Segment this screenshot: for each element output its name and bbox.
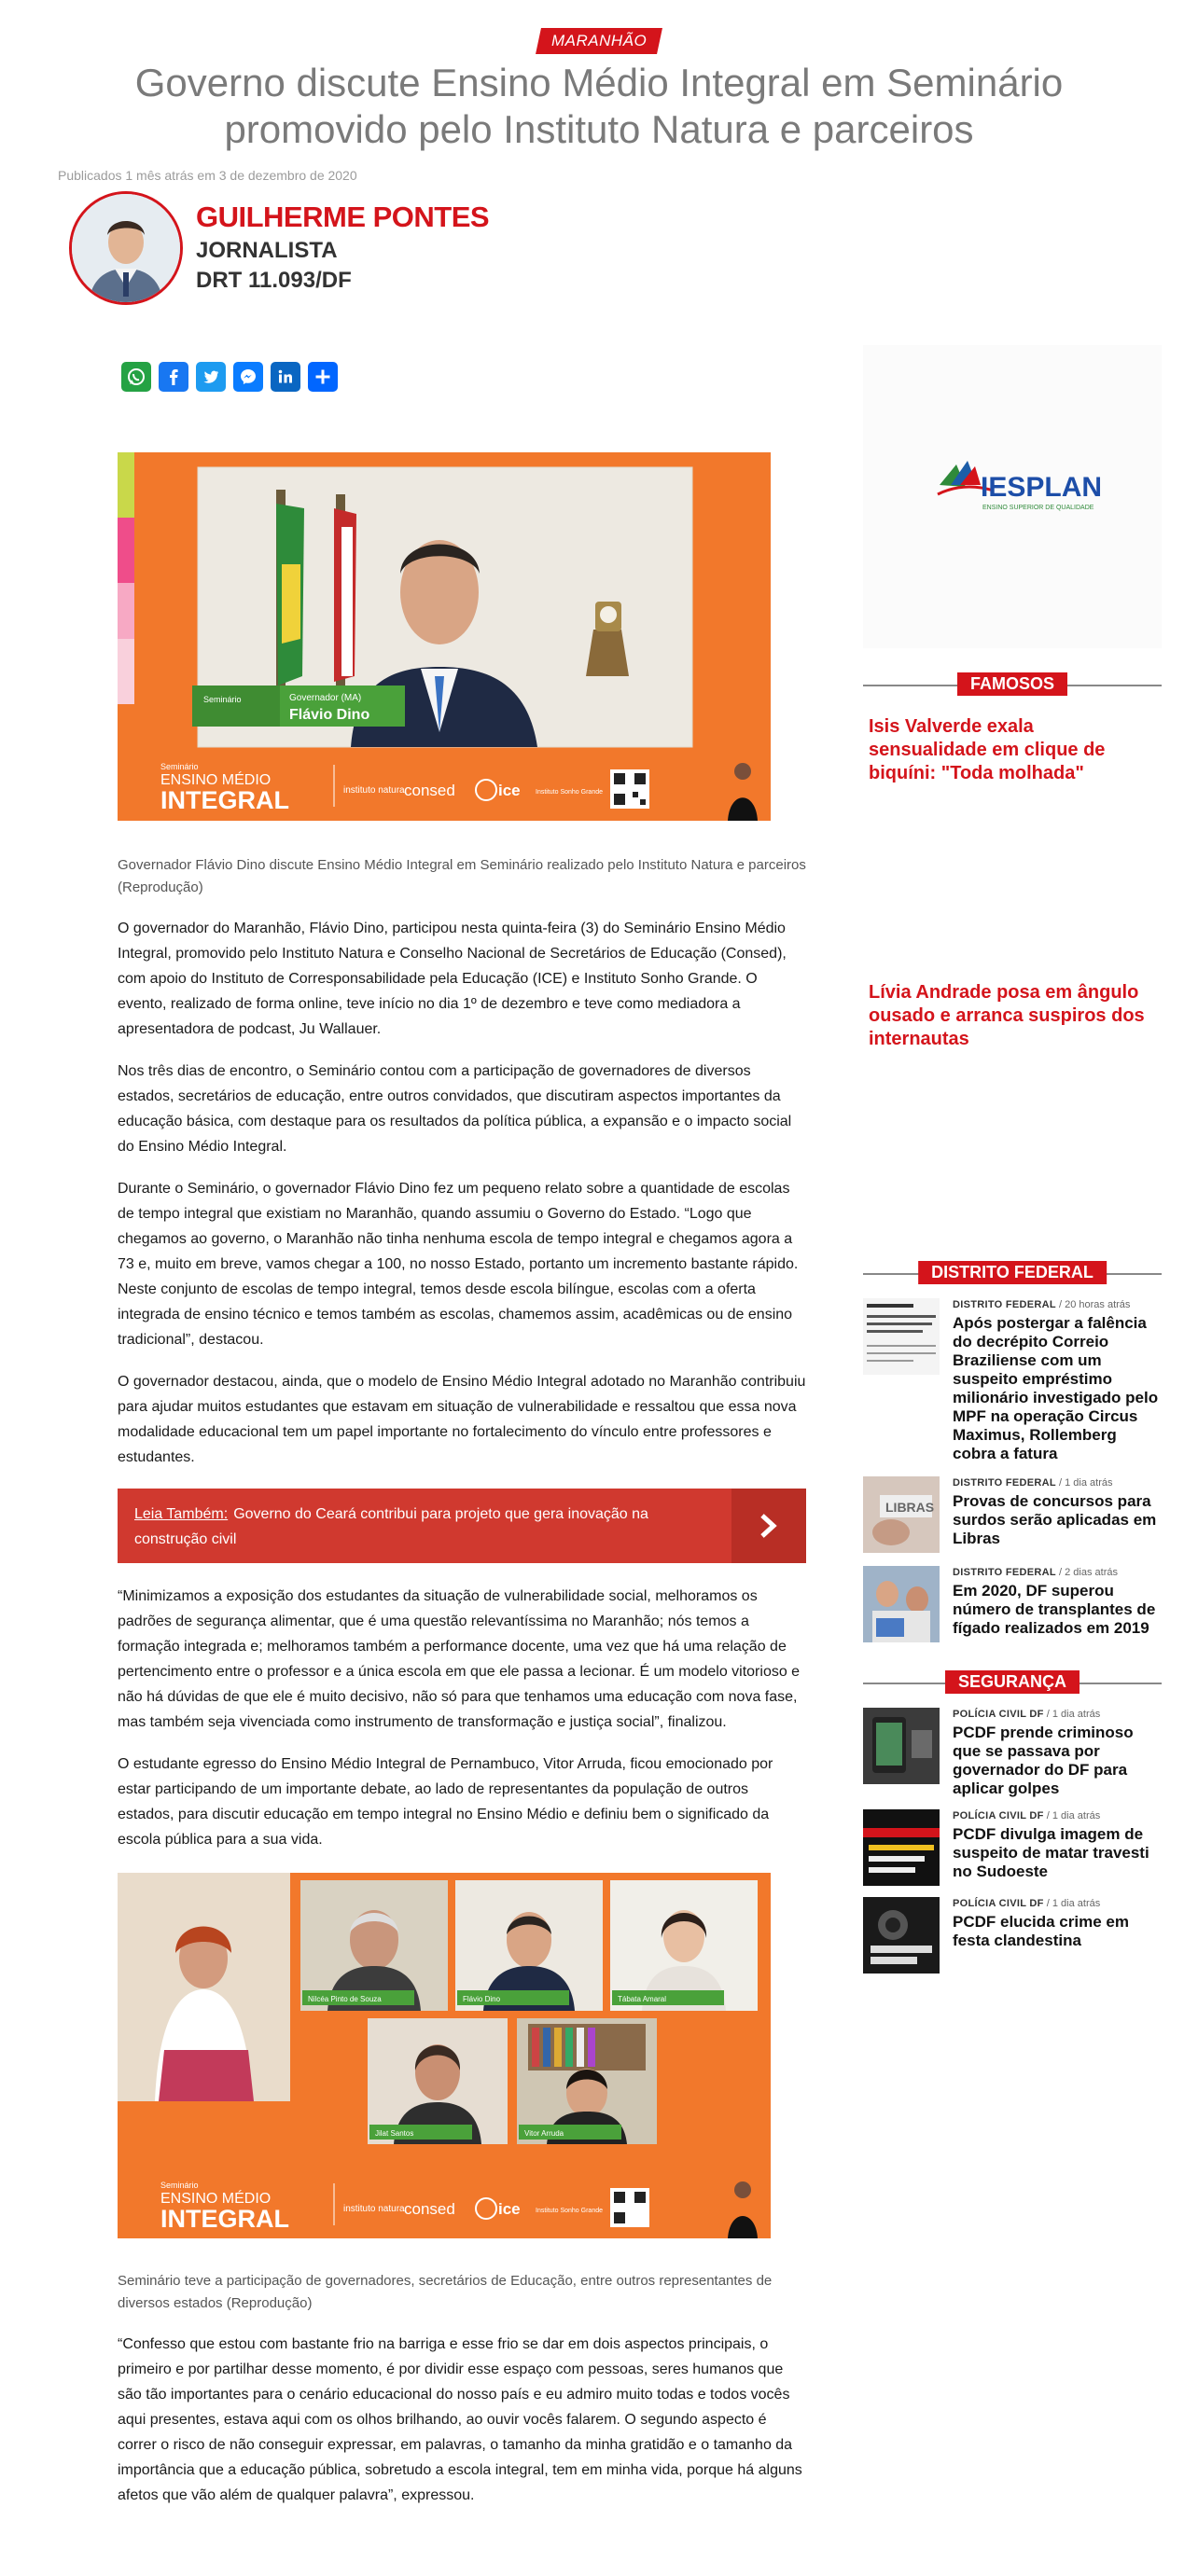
published-date: Publicados 1 mês atrás em 3 de dezembro de 2020: [58, 168, 357, 183]
panel-name-3: Tábata Amaral: [618, 1995, 667, 2003]
share-bar: [121, 362, 338, 392]
panel-name-2: Flávio Dino: [463, 1995, 501, 2003]
news-item[interactable]: [863, 1708, 1162, 1798]
news-thumb[interactable]: [863, 1298, 940, 1375]
figure2-brand-small: Seminário: [160, 2181, 199, 2190]
partner-natura: instituto natura: [343, 785, 405, 796]
section-seguranca: [863, 1670, 1162, 1693]
famosos-item[interactable]: Lívia Andrade posa em ângulo ousado e arranca suspiros dos internautas: [869, 982, 1145, 1049]
famosos-item[interactable]: Isis Valverde exala sensualidade em clique de biquíni: "Toda molhada": [869, 716, 1106, 783]
figure-panel[interactable]: [118, 1873, 771, 2238]
twitter-icon[interactable]: [196, 362, 226, 392]
panel-name-1: Nilcéa Pinto de Souza: [308, 1995, 382, 2003]
news-item[interactable]: [863, 1809, 1162, 1886]
partner-sonho-grande: Instituto Sonho Grande: [536, 789, 603, 796]
messenger-icon[interactable]: [233, 362, 263, 392]
news-item[interactable]: [863, 1897, 1162, 1974]
news-time: 2 dias atrás: [1065, 1567, 1118, 1578]
news-item[interactable]: [863, 1476, 1162, 1553]
read-also-box[interactable]: [118, 1489, 806, 1563]
figure-governor[interactable]: [118, 452, 771, 821]
news-thumb[interactable]: [863, 1809, 940, 1886]
author-role: JORNALISTA: [196, 238, 338, 263]
section-famosos-label: FAMOSOS: [957, 672, 1067, 696]
paragraph: Durante o Seminário, o governador Flávio Dino fez um pequeno relato sobre a quantidade de escolas de tempo integral que existiam no Maranhão, quando assumiu o Governo do Estado. “Logo que chegamos ao governo, o Maranhão não tinha nenhuma escola de tempo integral e chegamos agora a 73 e, muito em breve, vamos chegar a 100, no nosso Estado, portanto um incremento bastante rápido. Neste conjunto de escolas de tempo integral, temos desde escola bilíngue, escolas com a oferta integrada de ensino técnico e temos também as escolas, chamemos assim, acadêmicas ou de ensino tradicional”, destacou.: [118, 1181, 799, 1348]
category-label: MARANHÃO: [550, 32, 648, 49]
section-df-label: DISTRITO FEDERAL: [918, 1261, 1107, 1284]
news-item[interactable]: [863, 1298, 1162, 1463]
partner-consed: consed: [404, 782, 455, 799]
news-thumb[interactable]: [863, 1708, 940, 1784]
figure-brand-line1: ENSINO MÉDIO: [160, 772, 272, 788]
news-time: 1 dia atrás: [1052, 1898, 1101, 1909]
figure-brand-line2: INTEGRAL: [160, 786, 289, 814]
figure-brand-small: Seminário: [160, 762, 199, 771]
read-also-text: [118, 1489, 731, 1563]
paragraph: O governador destacou, ainda, que o modelo de Ensino Médio Integral adotado no Maranhão contribuiu para ajudar muitos estudantes que estavam em situação de vulnerabilidade e ressaltou que essa nova modalidade educacional tem um papel importante no fortalecimento do vínculo entre professores e estudantes.: [118, 1374, 806, 1465]
news-category: POLÍCIA CIVIL DF: [953, 1709, 1044, 1720]
news-title[interactable]: PCDF prende criminoso que se passava por governador do DF para aplicar golpes: [953, 1724, 1134, 1797]
svg-text:LIBRAS: LIBRAS: [885, 1500, 935, 1515]
news-time: 20 horas atrás: [1065, 1299, 1131, 1310]
paragraph: O estudante egresso do Ensino Médio Integral de Pernambuco, Vitor Arruda, ficou emocionado por estar participando de um importante debate, ao lado de representantes da população de outros estados, para discutir educação em tempo integral no Ensino Médio e definiu bem o significado da escola pública para a sua vida.: [118, 1756, 773, 1848]
paragraph: O governador do Maranhão, Flávio Dino, participou nesta quinta-feira (3) do Seminário Ensino Médio Integral, promovido pelo Instituto Natura e Conselho Nacional de Secretários de Educação (Consed), com apoio do Instituto de Corresponsabilidade pela Educação (ICE) e Instituto Sonho Grande. O evento, realizado de forma online, teve início no dia 1º de dezembro e teve como mediadora a apresentadora de podcast, Ju Wallauer.: [118, 921, 787, 1037]
category-wrap: [0, 28, 1198, 54]
section-famosos: [863, 672, 1162, 695]
read-also-label: Leia Também:: [134, 1506, 229, 1522]
category-badge[interactable]: [536, 28, 662, 54]
news-meta: DISTRITO FEDERAL / 1 dia atrás: [953, 1477, 1113, 1489]
figure-caption: Governador Flávio Dino discute Ensino Médio Integral em Seminário realizado pelo Instituto Natura e parceiros (Reprodução): [118, 857, 806, 895]
figure2-brand-line1: ENSINO MÉDIO: [160, 2191, 272, 2207]
whatsapp-icon[interactable]: [121, 362, 151, 392]
news-item[interactable]: [863, 1566, 1162, 1642]
paragraph: “Confesso que estou com bastante frio na barriga e esse frio se dar em dois aspectos principais, o primeiro e por partilhar desse momento, é por dividir esse espaço com pessoas, seres humanos que são tão importantes para o cenário educacional do nosso país e eu admiro muito todas e todos vocês aqui presentes, estava aqui com os olhos brilhando, ao ouvir vocês falarem. O segundo aspecto é correr o risco de não conseguir expressar, em palavras, o tamanho da minha gratidão e o tamanho da importância que a educação pública, sobretudo a escola integral, tem em minha vida, porque há alguns afetos que vão além de qualquer palavra”, expressou.: [118, 2336, 802, 2503]
ad-banner[interactable]: [863, 345, 1162, 648]
news-title[interactable]: PCDF elucida crime em festa clandestina: [953, 1913, 1129, 1949]
news-time: 1 dia atrás: [1065, 1477, 1113, 1489]
read-also-link[interactable]: Governo do Ceará contribui para projeto que gera inovação na construção civil: [134, 1506, 648, 1547]
panel-name-5: Vitor Arruda: [524, 2129, 564, 2138]
news-thumb[interactable]: [863, 1897, 940, 1974]
news-meta: DISTRITO FEDERAL / 2 dias atrás: [953, 1567, 1118, 1578]
news-time: 1 dia atrás: [1052, 1810, 1101, 1821]
news-meta: POLÍCIA CIVIL DF / 1 dia atrás: [953, 1810, 1101, 1821]
news-title[interactable]: Em 2020, DF superou número de transplantes de fígado realizados em 2019: [953, 1582, 1156, 1637]
news-meta: POLÍCIA CIVIL DF / 1 dia atrás: [953, 1898, 1101, 1909]
news-meta: POLÍCIA CIVIL DF / 1 dia atrás: [953, 1709, 1101, 1720]
ad-brand: IESPLAN: [981, 472, 1103, 503]
author-drt: DRT 11.093/DF: [196, 268, 352, 293]
author-avatar: [69, 191, 183, 305]
facebook-icon[interactable]: [159, 362, 188, 392]
news-thumb[interactable]: [863, 1566, 940, 1642]
news-category: POLÍCIA CIVIL DF: [953, 1810, 1044, 1821]
section-distrito-federal: [863, 1261, 1162, 1283]
figure2-partner-natura: instituto natura: [343, 2204, 405, 2214]
figure-overlay-role: Governador (MA): [289, 693, 362, 703]
partner-ice: ice: [498, 782, 521, 799]
figure2-partner-consed: consed: [404, 2200, 455, 2218]
news-thumb[interactable]: [863, 1476, 940, 1553]
figure2-partner-ice: ice: [498, 2200, 521, 2218]
sidebar: [863, 345, 1162, 1974]
figure-overlay-brand: Seminário: [203, 695, 242, 704]
news-category: DISTRITO FEDERAL: [953, 1299, 1056, 1310]
news-title[interactable]: Após postergar a falência do decrépito Correio Braziliense com um suspeito empréstimo milionário investigado pelo MPF na operação Circus Maximus, Rollemberg cobra a fatura: [953, 1314, 1159, 1462]
figure2-brand-line2: INTEGRAL: [160, 2205, 289, 2233]
ad-tagline: ENSINO SUPERIOR DE QUALIDADE: [982, 505, 1094, 511]
panel-name-4: Jilat Santos: [375, 2129, 414, 2138]
paragraph: “Minimizamos a exposição dos estudantes da situação de vulnerabilidade social, melhoramos os padrões de segurança alimentar, que é uma questão relevantíssima no Maranhão; nós temos a formação integrada e; melhoramos também a performance docente, uma vez que há uma relação de pertencimento entre o professor e a única escola em que ele passa a lecionar. É um modelo vitorioso e não há dúvidas de que ele é muito decisivo, não só para que tenhamos uma educação com nova fase, mas também seja vivenciada como instrumento de transformação e justiça social”, finalizou.: [118, 1588, 801, 1730]
author-name: GUILHERME PONTES: [196, 201, 490, 233]
article-body: [118, 452, 806, 2508]
figure-overlay-name: Flávio Dino: [289, 707, 370, 723]
chevron-right-icon[interactable]: [731, 1489, 806, 1563]
news-category: POLÍCIA CIVIL DF: [953, 1898, 1044, 1909]
section-seguranca-label: SEGURANÇA: [945, 1670, 1080, 1694]
article-title: Governo discute Ensino Médio Integral em Seminário promovido pelo Instituto Natura e parceiros: [134, 61, 1064, 151]
author-block: [69, 191, 592, 308]
news-category: DISTRITO FEDERAL: [953, 1567, 1056, 1578]
paragraph: Nos três dias de encontro, o Seminário contou com a participação de governadores de diversos estados, secretários de educação, entre outros convidados, que discutiram aspectos importantes da educação básica, com destaque para os resultados da política pública, a expansão e o impacto social do Ensino Médio Integral.: [118, 1063, 792, 1155]
news-time: 1 dia atrás: [1052, 1709, 1101, 1720]
figure2-partner-sonho-grande: Instituto Sonho Grande: [536, 2208, 603, 2214]
share-plus-icon[interactable]: [308, 362, 338, 392]
news-title[interactable]: Provas de concursos para surdos serão aplicadas em Libras: [953, 1492, 1157, 1547]
news-category: DISTRITO FEDERAL: [953, 1477, 1056, 1489]
linkedin-icon[interactable]: [271, 362, 300, 392]
news-meta: DISTRITO FEDERAL / 20 horas atrás: [953, 1299, 1131, 1310]
news-title[interactable]: PCDF divulga imagem de suspeito de matar travesti no Sudoeste: [953, 1825, 1149, 1880]
figure-caption: Seminário teve a participação de governadores, secretários de Educação, entre outros representantes de diversos estados (Reprodução): [118, 2273, 773, 2311]
